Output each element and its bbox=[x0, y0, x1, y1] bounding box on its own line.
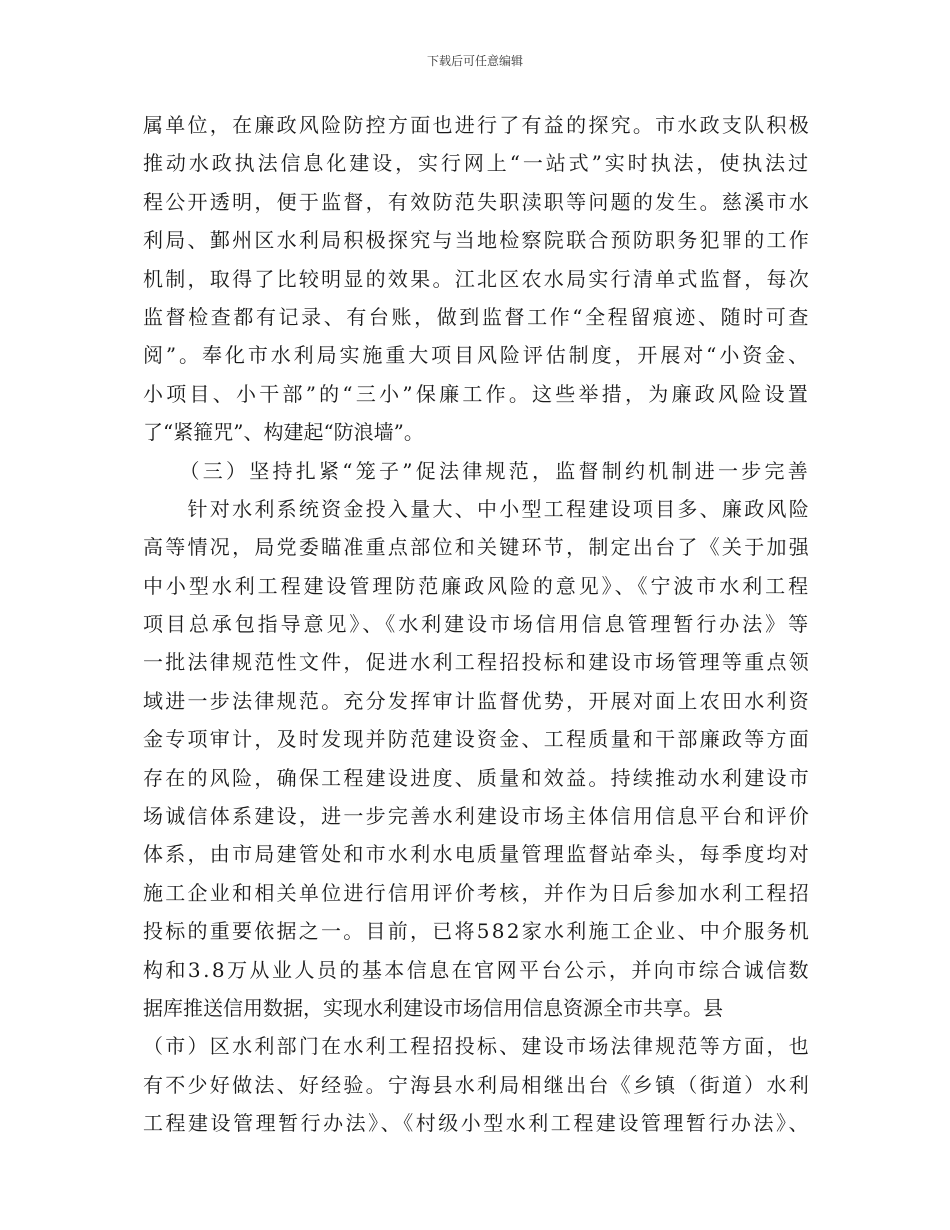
text-line: 阅”。奉化市水利局实施重大项目风险评估制度，开展对“小资金、 bbox=[143, 343, 811, 368]
text-line: 监督检查都有记录、有台账，做到监督工作“全程留痕迹、随时可查 bbox=[143, 304, 811, 329]
text-line: 推动水政执法信息化建设，实行网上“一站式”实时执法，使执法过 bbox=[143, 151, 811, 176]
text-line: 项目总承包指导意见》、《水利建设市场信用信息管理暂行办法》等 bbox=[143, 612, 811, 637]
text-line: 针对水利系统资金投入量大、中小型工程建设项目多、廉政风险 bbox=[143, 496, 811, 521]
text-line: 体系，由市局建管处和市水利水电质量管理监督站牵头，每季度均对 bbox=[143, 842, 811, 867]
text-line: （市）区水利部门在水利工程招投标、建设市场法律规范等方面，也 bbox=[143, 1034, 811, 1059]
text-line: 利局、鄞州区水利局积极探究与当地检察院联合预防职务犯罪的工作 bbox=[143, 228, 811, 253]
text-line: 施工企业和相关单位进行信用评价考核，并作为日后参加水利工程招 bbox=[143, 880, 811, 905]
text-line: （三）坚持扎紧“笼子”促法律规范，监督制约机制进一步完善 bbox=[143, 458, 811, 483]
text-line: 了“紧箍咒”、构建起“防浪墙”。 bbox=[143, 420, 424, 445]
text-line: 属单位，在廉政风险防控方面也进行了有益的探究。市水政支队积极 bbox=[143, 113, 811, 137]
text-line: 一批法律规范性文件，促进水利工程招投标和建设市场管理等重点领 bbox=[143, 650, 811, 675]
document-body bbox=[143, 106, 811, 1143]
text-line: 小项目、小干部”的“三小”保廉工作。这些举措，为廉政风险设置 bbox=[143, 381, 811, 406]
text-line: 场诚信体系建设，进一步完善水利建设市场主体信用信息平台和评价 bbox=[143, 804, 811, 829]
text-line: 金专项审计，及时发现并防范建设资金、工程质量和干部廉政等方面 bbox=[143, 727, 811, 752]
text-line: 域进一步法律规范。充分发挥审计监督优势，开展对面上农田水利资 bbox=[143, 688, 811, 713]
text-line: 构和3.8万从业人员的基本信息在官网平台公示，并向市综合诚信数 bbox=[143, 957, 811, 982]
text-line: 机制，取得了比较明显的效果。江北区农水局实行清单式监督，每次 bbox=[143, 266, 811, 291]
text-line: 投标的重要依据之一。目前，已将582家水利施工企业、中介服务机 bbox=[143, 919, 811, 944]
text-line: 高等情况，局党委瞄准重点部位和关键环节，制定出台了《关于加强 bbox=[143, 535, 811, 560]
page-header: 下载后可任意编辑 bbox=[426, 54, 523, 68]
text-line: 中小型水利工程建设管理防范廉政风险的意见》、《宁波市水利工程 bbox=[143, 573, 811, 598]
text-line: 据库推送信用数据，实现水利建设市场信用信息资源全市共享。县 bbox=[143, 995, 723, 1020]
text-line: 程公开透明，便于监督，有效防范失职渎职等问题的发生。慈溪市水 bbox=[143, 189, 811, 214]
text-line: 有不少好做法、好经验。宁海县水利局相继出台《乡镇（街道）水利 bbox=[143, 1072, 811, 1097]
text-line: 工程建设管理暂行办法》、《村级小型水利工程建设管理暂行办法》、 bbox=[143, 1111, 811, 1136]
text-line: 存在的风险，确保工程建设进度、质量和效益。持续推动水利建设市 bbox=[143, 765, 811, 790]
